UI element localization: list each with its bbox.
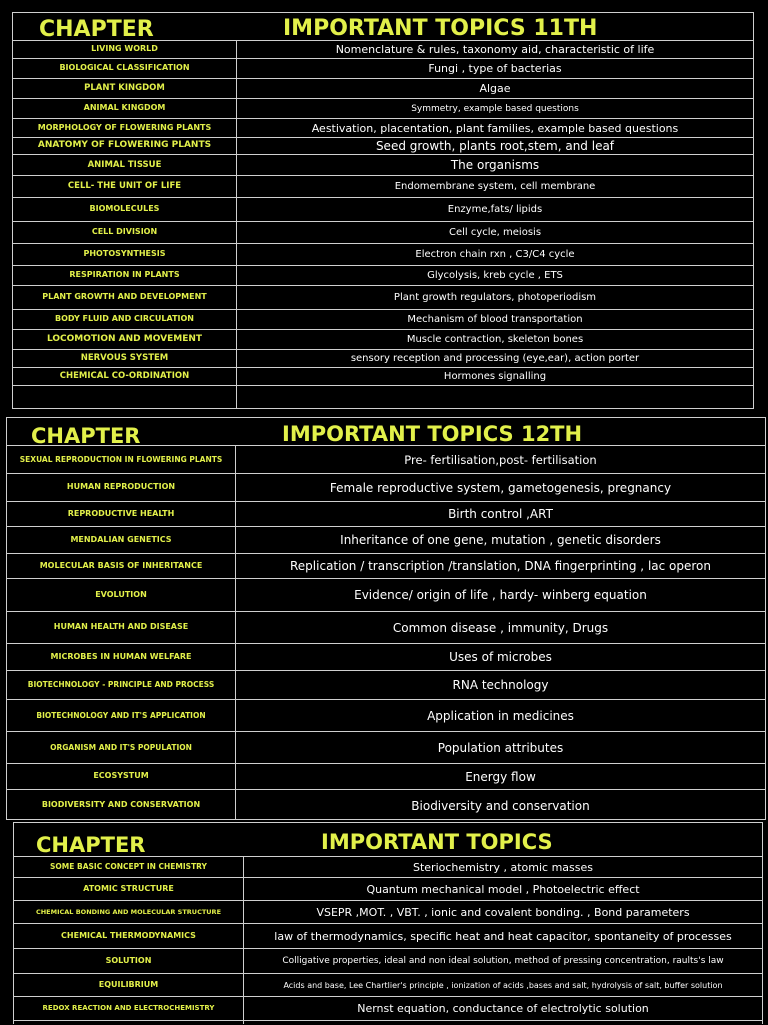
chapter-cell: BODY FLUID AND CIRCULATION (55, 314, 194, 324)
topics-column-header: IMPORTANT TOPICS 12TH (282, 422, 583, 446)
table-row (13, 197, 753, 221)
topic-cell: Electron chain rxn , C3/C4 cycle (415, 249, 575, 260)
topic-cell: Acids and base, Lee Chartlier's principle , ionization of acids ,bases and salt, hydrolysis of salt, buffer solution (283, 980, 723, 990)
topic-cell: Application in medicines (427, 708, 574, 723)
topic-cell: Population attributes (437, 740, 564, 755)
chapter-cell: HUMAN HEALTH AND DISEASE (53, 622, 189, 632)
topic-cell: Female reproductive system, gametogenesis, pregnancy (329, 480, 672, 495)
chapter-cell (14, 1021, 243, 1025)
table-row (7, 699, 765, 731)
chapter-column-header: CHAPTER (31, 424, 141, 448)
chapter-cell: BIOMOLECULES (89, 204, 160, 214)
table-row (13, 175, 753, 197)
chapter-cell: CHEMICAL THERMODYNAMICS (61, 930, 196, 940)
table-row (13, 221, 753, 243)
chapter-cell: RESPIRATION IN PLANTS (69, 270, 180, 280)
topic-cell: Birth control ,ART (448, 507, 553, 521)
chapter-cell: ORGANISM AND IT'S POPULATION (50, 742, 192, 752)
table-row (7, 670, 765, 699)
table-row (7, 445, 765, 473)
table-row (14, 948, 762, 973)
chapter-cell: EVOLUTION (95, 589, 147, 599)
table-row (7, 611, 765, 643)
table-row (14, 900, 762, 923)
topic-cell: Endomembrane system, cell membrane (394, 181, 596, 192)
chapter-cell: CHEMICAL CO-ORDINATION (59, 371, 190, 382)
table-row (7, 526, 765, 553)
chemistry-table (13, 822, 763, 1024)
chapter-column-header: CHAPTER (39, 17, 154, 42)
topic-cell: Steriochemistry , atomic masses (412, 860, 593, 874)
chapter-cell: ANATOMY OF FLOWERING PLANTS (37, 140, 212, 151)
table-row (7, 731, 765, 763)
chapter-cell: MORPHOLOGY OF FLOWERING PLANTS (37, 122, 212, 132)
topic-cell: Seed growth, plants root,stem, and leaf (375, 139, 615, 153)
table-row (13, 265, 753, 285)
topics-column-header: IMPORTANT TOPICS 11TH (283, 16, 598, 41)
topic-cell: Nomenclature & rules, taxonomy aid, characteristic of life (335, 43, 655, 56)
table-row (14, 856, 762, 877)
chapter-cell (13, 386, 236, 410)
chapter-cell: ECOSYSTUM (93, 771, 149, 781)
chapter-cell: CELL- THE UNIT OF LIFE (67, 181, 182, 192)
topic-cell (237, 386, 753, 410)
topics-column-header: IMPORTANT TOPICS (321, 830, 553, 854)
table-row (13, 329, 753, 349)
chapter-cell: BIODIVERSITY AND CONSERVATION (41, 800, 201, 810)
chapter-cell: PLANT KINGDOM (84, 83, 165, 94)
chapter-cell: NERVOUS SYSTEM (80, 353, 169, 364)
chapter-cell: CHEMICAL BONDING AND MOLECULAR STRUCTURE (35, 907, 222, 916)
topic-cell: Nernst equation, conductance of electrolytic solution (357, 1002, 649, 1015)
table-row (13, 243, 753, 265)
table-row (13, 285, 753, 309)
topic-cell: RNA technology (452, 678, 549, 692)
biology-12th-table (6, 417, 766, 820)
table-row (13, 367, 753, 385)
chapter-cell: ATOMIC STRUCTURE (83, 883, 174, 893)
topic-cell: Biodiversity and conservation (411, 798, 590, 813)
topic-cell (244, 1021, 762, 1025)
topic-cell: Aestivation, placentation, plant families, example based questions (311, 121, 679, 135)
chapter-cell: PLANT GROWTH AND DEVELOPMENT (42, 292, 207, 302)
chapter-cell: LIVING WORLD (91, 44, 158, 54)
chapter-cell: ANIMAL TISSUE (87, 159, 162, 170)
chapter-cell: SOME BASIC CONCEPT IN CHEMISTRY (50, 862, 207, 872)
chapter-cell: MICROBES IN HUMAN WELFARE (50, 651, 192, 661)
table-row (13, 78, 753, 98)
chapter-cell: BIOTECHNOLOGY - PRINCIPLE AND PROCESS (27, 680, 215, 690)
table-row (7, 553, 765, 578)
table-row (7, 763, 765, 789)
topic-cell: Replication / transcription /translation, DNA fingerprinting , lac operon (290, 559, 711, 573)
table-row (13, 349, 753, 367)
table-row (13, 309, 753, 329)
topic-cell: VSEPR ,MOT. , VBT. , ionic and covalent bonding. , Bond parameters (316, 905, 690, 919)
topic-cell: sensory reception and processing (eye,ear), action porter (350, 353, 640, 364)
chapter-column-header: CHAPTER (36, 833, 146, 857)
biology-11th-table (12, 12, 754, 409)
topic-cell: Hormones signalling (443, 371, 547, 382)
chapter-cell: SEXUAL REPRODUCTION IN FLOWERING PLANTS (19, 454, 223, 464)
table-row (13, 98, 753, 118)
table-row (14, 973, 762, 996)
table-row (14, 923, 762, 948)
chapter-cell: SOLUTION (105, 955, 152, 965)
topic-cell: Glycolysis, kreb cycle , ETS (427, 270, 563, 281)
table-row (14, 1020, 762, 1025)
chapter-cell: MOLECULAR BASIS OF INHERITANCE (39, 560, 203, 570)
table-row (13, 58, 753, 78)
table-row (7, 643, 765, 670)
topic-cell: Fungi , type of bacterias (428, 62, 562, 75)
table-row (13, 118, 753, 137)
topic-cell: Symmetry, example based questions (411, 103, 579, 114)
chapter-cell: EQUILIBRIUM (98, 979, 159, 989)
chapter-cell: REPRODUCTIVE HEALTH (67, 508, 175, 518)
chapter-cell: BIOLOGICAL CLASSIFICATION (59, 63, 190, 73)
chapter-cell: CELL DIVISION (91, 227, 158, 237)
table-row (13, 154, 753, 175)
table-row (13, 385, 753, 410)
chapter-cell: REDOX REACTION AND ELECTROCHEMISTRY (42, 1003, 215, 1012)
topic-cell: law of thermodynamics, specific heat and heat capacitor, spontaneity of processes (274, 929, 732, 943)
table-row (14, 877, 762, 900)
table-row (13, 137, 753, 154)
topic-cell: Inheritance of one gene, mutation , genetic disorders (340, 533, 661, 547)
table-row (14, 996, 762, 1020)
topic-cell: Plant growth regulators, photoperiodism (393, 292, 597, 303)
table-row (7, 578, 765, 611)
topic-cell: Quantum mechanical model , Photoelectric effect (366, 882, 640, 896)
table-row (7, 501, 765, 526)
topic-cell: Colligative properties, ideal and non ideal solution, method of pressing concentration, raults's law (282, 956, 724, 966)
chapter-cell: MENDALIAN GENETICS (70, 534, 172, 544)
topic-cell: Common disease , immunity, Drugs (392, 620, 609, 635)
chapter-cell: LOCOMOTION AND MOVEMENT (46, 333, 203, 344)
topic-cell: Mechanism of blood transportation (407, 314, 583, 325)
topic-cell: Enzyme,fats/ lipids (447, 204, 543, 215)
topic-cell: Uses of microbes (449, 650, 552, 664)
chapter-cell: BIOTECHNOLOGY AND IT'S APPLICATION (36, 710, 206, 720)
chapter-cell: ANIMAL KINGDOM (83, 103, 166, 113)
topic-cell: Cell cycle, meiosis (448, 227, 542, 238)
topic-cell: Energy flow (465, 769, 536, 784)
table-row (7, 473, 765, 501)
topic-cell: Pre- fertilisation,post- fertilisation (404, 452, 597, 467)
topic-cell: The organisms (450, 158, 540, 172)
topic-cell: Algae (479, 82, 511, 95)
table-row (13, 40, 753, 58)
chapter-cell: PHOTOSYNTHESIS (83, 249, 166, 259)
chapter-cell: HUMAN REPRODUCTION (66, 482, 176, 492)
topic-cell: Muscle contraction, skeleton bones (406, 334, 584, 345)
table-row (7, 789, 765, 821)
topic-cell: Evidence/ origin of life , hardy- winberg equation (354, 588, 647, 602)
